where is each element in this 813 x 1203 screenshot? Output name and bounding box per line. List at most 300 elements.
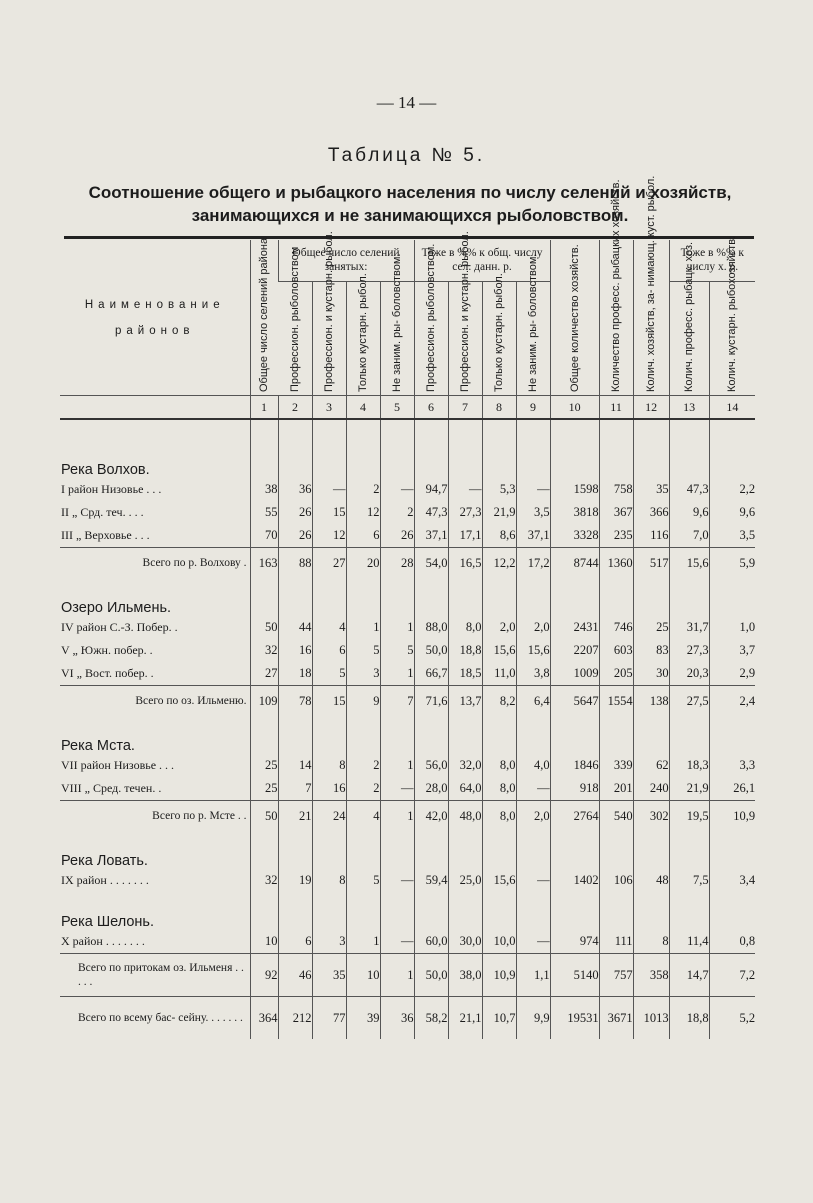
district-row	[60, 501, 755, 524]
section-title	[60, 831, 755, 869]
table-cell	[380, 716, 414, 754]
district-row-label: I район Низовье . . .	[61, 482, 162, 496]
table-cell: 7,2	[709, 954, 755, 997]
district-row	[60, 524, 755, 548]
table-cell: 3	[312, 930, 346, 954]
table-cell: 44	[278, 616, 312, 639]
table-cell: 14,7	[669, 954, 709, 997]
group-header-settlements-percent: Тоже в %% к общ. числу сел. данн. р.	[414, 240, 550, 281]
table-cell: 1	[380, 754, 414, 777]
col-header-5: Не заним. ры- боловством.	[380, 281, 414, 395]
table-cell	[346, 578, 380, 616]
table-cell	[250, 419, 278, 440]
table-cell: 35	[633, 478, 669, 501]
table-cell	[599, 578, 633, 616]
table-cell: 3671	[599, 997, 633, 1040]
table-cell: 3,3	[709, 754, 755, 777]
table-cell: 4	[346, 801, 380, 832]
table-cell: 3,5	[516, 501, 550, 524]
table-cell: 10,9	[482, 954, 516, 997]
table-cell: 56,0	[414, 754, 448, 777]
table-cell: 8	[312, 869, 346, 892]
table-cell	[550, 578, 599, 616]
col-number: 10	[550, 396, 599, 420]
district-row-label: VI „ Вост. побер. .	[61, 666, 154, 680]
table-cell: 7,0	[669, 524, 709, 548]
name-header-line-2: районов	[115, 324, 195, 337]
district-row	[60, 478, 755, 501]
table-cell	[709, 831, 755, 869]
spacer-row-label	[60, 419, 250, 440]
table-cell: —	[516, 777, 550, 801]
table-cell: 918	[550, 777, 599, 801]
section-total-row-label: Всего по р. Волхову .	[60, 548, 250, 579]
table-cell	[250, 578, 278, 616]
table-cell: 14	[278, 754, 312, 777]
table-cell	[516, 892, 550, 930]
col-header-6: Профессион. рыболовством.	[414, 281, 448, 395]
table-cell: —	[516, 930, 550, 954]
table-cell: 302	[633, 801, 669, 832]
table-cell: 15	[312, 686, 346, 717]
table-cell: 116	[633, 524, 669, 548]
section-title-label: Река Ловать.	[61, 853, 148, 869]
table-cell: 24	[312, 801, 346, 832]
table-cell: 27,3	[669, 639, 709, 662]
table-cell: 12	[312, 524, 346, 548]
table-cell: 2,4	[709, 686, 755, 717]
table-cell: 5	[346, 639, 380, 662]
col-number: 14	[709, 396, 755, 420]
table-cell: 19531	[550, 997, 599, 1040]
table-cell	[250, 892, 278, 930]
table-cell: 10,9	[709, 801, 755, 832]
col-number: 7	[448, 396, 482, 420]
table-cell: 16,5	[448, 548, 482, 579]
col-header-8: Только кустарн. рыбол.	[482, 281, 516, 395]
table-cell	[550, 440, 599, 478]
table-cell: 48,0	[448, 801, 482, 832]
col-number: 6	[414, 396, 448, 420]
table-cell: —	[380, 930, 414, 954]
col-number: 5	[380, 396, 414, 420]
table-cell	[380, 578, 414, 616]
table-cell: 21,9	[669, 777, 709, 801]
table-cell: 5,9	[709, 548, 755, 579]
table-cell	[599, 892, 633, 930]
table-title: Таблица № 5.	[327, 145, 486, 166]
table-cell: 26	[278, 524, 312, 548]
table-cell: 50,0	[414, 639, 448, 662]
table-cell	[414, 419, 448, 440]
col-header-10: Общее количество хозяйств.	[550, 240, 599, 396]
table-cell: 27	[250, 662, 278, 686]
district-row	[60, 616, 755, 639]
table-cell: 83	[633, 639, 669, 662]
table-cell: 2,2	[709, 478, 755, 501]
table-cell: 358	[633, 954, 669, 997]
col-number: 11	[599, 396, 633, 420]
table-cell: 4	[312, 616, 346, 639]
table-cell: 106	[599, 869, 633, 892]
table-cell: 1,1	[516, 954, 550, 997]
table-cell: 21,9	[482, 501, 516, 524]
table-cell: 5	[380, 639, 414, 662]
table-cell	[448, 892, 482, 930]
table-cell: 5647	[550, 686, 599, 717]
table-cell: 2431	[550, 616, 599, 639]
table-cell: —	[380, 478, 414, 501]
table-cell: —	[380, 777, 414, 801]
table-cell: 15,6	[516, 639, 550, 662]
table-cell: 47,3	[414, 501, 448, 524]
table-cell: 30,0	[448, 930, 482, 954]
table-cell: 77	[312, 997, 346, 1040]
table-cell: 25,0	[448, 869, 482, 892]
table-cell	[448, 831, 482, 869]
table-cell: 1	[346, 930, 380, 954]
table-cell: 1846	[550, 754, 599, 777]
table-cell	[516, 716, 550, 754]
table-cell: 2	[346, 478, 380, 501]
district-row-label: V „ Южн. побер. .	[61, 643, 153, 657]
section-total-row	[60, 801, 755, 832]
table-cell: 71,6	[414, 686, 448, 717]
table-cell: 3	[346, 662, 380, 686]
section-title	[60, 716, 755, 754]
col-number: 9	[516, 396, 550, 420]
table-cell	[250, 831, 278, 869]
col-header-13: Колич. професс. рыбацк. хоз.	[669, 281, 709, 395]
section-title-label: Река Шелонь.	[61, 914, 155, 930]
table-cell: 235	[599, 524, 633, 548]
table-cell: 240	[633, 777, 669, 801]
table-cell: 8,6	[482, 524, 516, 548]
table-cell: 10	[250, 930, 278, 954]
table-cell: 15	[312, 501, 346, 524]
table-cell: 27,3	[448, 501, 482, 524]
table-cell	[669, 419, 709, 440]
table-cell	[448, 419, 482, 440]
table-cell: 0,8	[709, 930, 755, 954]
table-cell: 60,0	[414, 930, 448, 954]
table-cell: 8744	[550, 548, 599, 579]
table-cell	[633, 831, 669, 869]
table-cell	[709, 716, 755, 754]
col-header-7: Профессион. и кустарн. рыбол.	[448, 281, 482, 395]
table-cell: 21,1	[448, 997, 482, 1040]
table-cell: 25	[250, 754, 278, 777]
table-cell: 13,7	[448, 686, 482, 717]
table-cell: 38,0	[448, 954, 482, 997]
table-cell: 28,0	[414, 777, 448, 801]
table-cell: 15,6	[482, 869, 516, 892]
section-total-row	[60, 686, 755, 717]
table-cell: 1	[346, 616, 380, 639]
table-cell: —	[516, 869, 550, 892]
table-cell: 39	[346, 997, 380, 1040]
column-number-row	[60, 396, 755, 420]
table-cell: 111	[599, 930, 633, 954]
table-cell: 7	[380, 686, 414, 717]
table-cell	[709, 419, 755, 440]
table-cell: 47,3	[669, 478, 709, 501]
table-cell: 3,5	[709, 524, 755, 548]
table-cell: 10,0	[482, 930, 516, 954]
table-cell	[633, 892, 669, 930]
table-cell: 6	[312, 639, 346, 662]
table-cell	[346, 831, 380, 869]
table-cell	[414, 578, 448, 616]
name-header-line-1: Наименование	[84, 298, 225, 311]
table-cell: 70	[250, 524, 278, 548]
table-cell: 62	[633, 754, 669, 777]
table-cell	[669, 831, 709, 869]
district-row	[60, 639, 755, 662]
col-header-4: Только кустарн. рыбол.	[346, 281, 380, 395]
col-header-14: Колич. кустарн. рыбохозяйств.	[709, 281, 755, 395]
table-cell: 540	[599, 801, 633, 832]
table-cell: 30	[633, 662, 669, 686]
district-row	[60, 754, 755, 777]
table-cell: 1554	[599, 686, 633, 717]
table-cell: 11,0	[482, 662, 516, 686]
table-cell: 15,6	[669, 548, 709, 579]
basin-total-row	[60, 997, 755, 1040]
table-cell: 64,0	[448, 777, 482, 801]
district-row	[60, 930, 755, 954]
table-cell: 18,3	[669, 754, 709, 777]
table-cell	[448, 440, 482, 478]
district-row-label: III „ Верховье . . .	[61, 528, 150, 542]
table-cell: 50	[250, 801, 278, 832]
section-total-row-label: Всего по оз. Ильменю.	[60, 686, 250, 717]
table-cell	[278, 419, 312, 440]
table-cell	[709, 440, 755, 478]
table-cell: 2207	[550, 639, 599, 662]
table-cell: 66,7	[414, 662, 448, 686]
table-cell	[669, 716, 709, 754]
table-cell	[278, 892, 312, 930]
table-cell	[709, 578, 755, 616]
table-cell: 48	[633, 869, 669, 892]
table-cell: 212	[278, 997, 312, 1040]
table-cell	[380, 440, 414, 478]
table-cell: 9	[346, 686, 380, 717]
table-cell: 201	[599, 777, 633, 801]
table-cell: 54,0	[414, 548, 448, 579]
table-cell	[278, 831, 312, 869]
table-cell: 109	[250, 686, 278, 717]
table-cell	[599, 419, 633, 440]
basin-total-row-label: Всего по всему бас- сейну. . . . . . .	[60, 997, 250, 1040]
table-cell: 6,4	[516, 686, 550, 717]
table-cell	[380, 419, 414, 440]
district-row	[60, 662, 755, 686]
table-cell: 757	[599, 954, 633, 997]
table-cell	[346, 419, 380, 440]
table-cell: 15,6	[482, 639, 516, 662]
section-total-row-label: Всего по р. Мсте . .	[60, 801, 250, 832]
table-cell: 19	[278, 869, 312, 892]
section-title	[60, 440, 755, 478]
table-cell	[633, 440, 669, 478]
table-cell: 17,1	[448, 524, 482, 548]
table-cell: 5,2	[709, 997, 755, 1040]
table-cell: 3,8	[516, 662, 550, 686]
table-cell: 9,9	[516, 997, 550, 1040]
table-cell: 6	[278, 930, 312, 954]
table-cell: 4,0	[516, 754, 550, 777]
table-cell: 8	[312, 754, 346, 777]
table-cell: 9,6	[709, 501, 755, 524]
table-cell: 9,6	[669, 501, 709, 524]
table-cell	[482, 440, 516, 478]
table-cell: 28	[380, 548, 414, 579]
section-title	[60, 892, 755, 930]
table-cell: 2,0	[516, 616, 550, 639]
table-cell: 1	[380, 662, 414, 686]
table-cell	[516, 831, 550, 869]
district-row-label: IV район С.-З. Побер. .	[61, 620, 178, 634]
table-cell	[550, 419, 599, 440]
table-cell: 1	[380, 954, 414, 997]
col-number: 3	[312, 396, 346, 420]
spacer-row	[60, 419, 755, 440]
table-cell: 2,9	[709, 662, 755, 686]
table-cell	[380, 892, 414, 930]
table-cell: 32	[250, 869, 278, 892]
table-cell: 16	[278, 639, 312, 662]
section-title-label: Озеро Ильмень.	[61, 600, 172, 616]
table-cell: 20,3	[669, 662, 709, 686]
col-number: 12	[633, 396, 669, 420]
district-row-label: VIII „ Сред. течен. .	[61, 781, 162, 795]
col-header-12: Колич. хозяйств, за- нимающ. куст. рыбол.	[633, 240, 669, 396]
table-cell	[669, 892, 709, 930]
table-cell: 58,2	[414, 997, 448, 1040]
table-cell: 8,0	[482, 754, 516, 777]
col-header-1: Общее число селений района	[250, 240, 278, 396]
col-header-2: Профессион. рыболовством	[288, 246, 301, 393]
table-cell: 88	[278, 548, 312, 579]
table-cell	[278, 578, 312, 616]
table-cell: 1402	[550, 869, 599, 892]
district-name-header	[60, 240, 250, 396]
table-cell	[709, 892, 755, 930]
table-cell	[312, 892, 346, 930]
table-cell	[482, 892, 516, 930]
table-cell: 5	[312, 662, 346, 686]
col-header-9: Не заним. ры- боловством.	[516, 281, 550, 395]
table-cell: 517	[633, 548, 669, 579]
table-cell: —	[312, 478, 346, 501]
table-cell	[633, 716, 669, 754]
table-cell: 1009	[550, 662, 599, 686]
tributaries-total-row	[60, 954, 755, 997]
table-cell	[312, 716, 346, 754]
table-cell: 3,4	[709, 869, 755, 892]
table-cell	[550, 892, 599, 930]
table-cell: 163	[250, 548, 278, 579]
table-cell: 25	[633, 616, 669, 639]
table-cell: 18,5	[448, 662, 482, 686]
table-cell: 26	[380, 524, 414, 548]
table-cell: 36	[278, 478, 312, 501]
table-cell: 32,0	[448, 754, 482, 777]
table-cell: 35	[312, 954, 346, 997]
table-cell: 2	[346, 754, 380, 777]
group-header-settlements: Общее число селений занятых:	[278, 240, 414, 281]
table-cell	[633, 578, 669, 616]
table-cell: 18,8	[669, 997, 709, 1040]
table-cell: 5,3	[482, 478, 516, 501]
table-cell: —	[380, 869, 414, 892]
table-cell: 2764	[550, 801, 599, 832]
table-cell	[599, 440, 633, 478]
table-cell: 12,2	[482, 548, 516, 579]
table-cell: 18	[278, 662, 312, 686]
table-cell	[346, 892, 380, 930]
table-cell	[414, 440, 448, 478]
table-cell	[312, 419, 346, 440]
table-cell	[380, 831, 414, 869]
table-cell: 37,1	[414, 524, 448, 548]
table-cell: 603	[599, 639, 633, 662]
table-cell: 8,2	[482, 686, 516, 717]
table-cell: 10	[346, 954, 380, 997]
district-row-label: VII район Низовье . . .	[61, 758, 175, 772]
district-row-label: X район . . . . . . .	[61, 934, 145, 948]
table-cell: 55	[250, 501, 278, 524]
table-cell: 16	[312, 777, 346, 801]
table-cell	[278, 440, 312, 478]
table-cell: 367	[599, 501, 633, 524]
district-row-label: IX район . . . . . . .	[61, 873, 149, 887]
table-cell	[599, 716, 633, 754]
table-cell: 11,4	[669, 930, 709, 954]
table-cell: 3,7	[709, 639, 755, 662]
table-cell: 6	[346, 524, 380, 548]
table-cell: 1	[380, 801, 414, 832]
table-cell: 1013	[633, 997, 669, 1040]
table-cell: 38	[250, 478, 278, 501]
heading-line-2: занимающихся и не занимающихся рыболовством.	[191, 206, 629, 225]
col-number: 8	[482, 396, 516, 420]
district-row	[60, 869, 755, 892]
table-cell: 32	[250, 639, 278, 662]
table-cell: 8,0	[482, 777, 516, 801]
page-number: — 14 —	[376, 93, 437, 112]
table-cell	[346, 440, 380, 478]
table-cell: 758	[599, 478, 633, 501]
table-cell	[516, 419, 550, 440]
table-cell: 1,0	[709, 616, 755, 639]
table-cell: 36	[380, 997, 414, 1040]
table-cell: 92	[250, 954, 278, 997]
table-cell: 2	[346, 777, 380, 801]
table-cell	[448, 578, 482, 616]
table-cell	[669, 440, 709, 478]
table-cell: 2,0	[516, 801, 550, 832]
table-cell: 18,8	[448, 639, 482, 662]
table-cell: 366	[633, 501, 669, 524]
table-cell: —	[516, 478, 550, 501]
table-cell: 10,7	[482, 997, 516, 1040]
table-cell: 21	[278, 801, 312, 832]
table-cell: 1598	[550, 478, 599, 501]
table-cell	[516, 578, 550, 616]
